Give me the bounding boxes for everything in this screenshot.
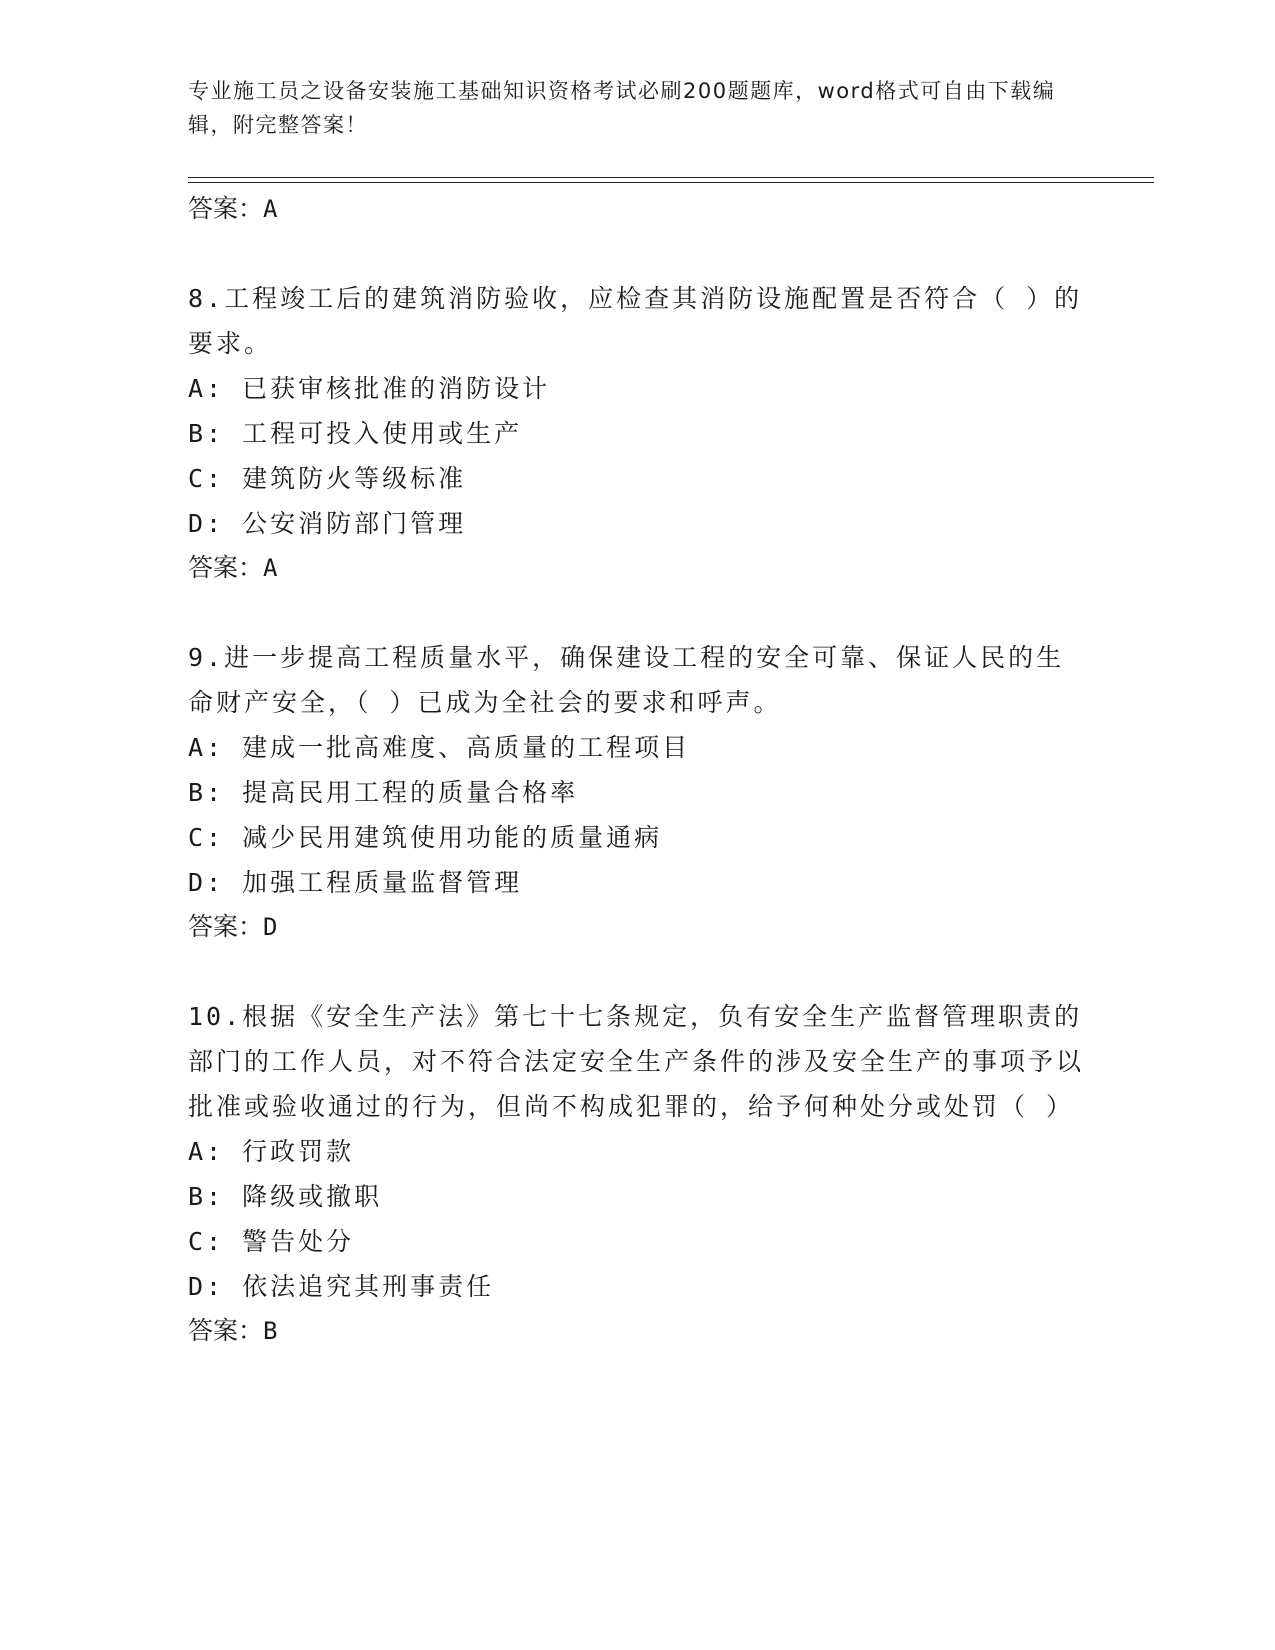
answer-value: A <box>263 554 278 582</box>
answer-line <box>188 1309 1088 1353</box>
answer-label: 答案： <box>188 194 264 223</box>
answer-value: B <box>263 1317 278 1345</box>
option-b: B: 降级或撤职 <box>188 1182 383 1211</box>
answer-line <box>188 187 1088 231</box>
header-divider <box>188 177 1154 183</box>
option-c: C: 警告处分 <box>188 1227 355 1256</box>
question-stem: 10.根据《安全生产法》第七十七条规定，负有安全生产监督管理职责的部门的工作人员，对不符合法定安全生产条件的涉及安全生产的事项予以批准或验收通过的行为，但尚不构成犯罪的，给予何种处分或处罚（ ） <box>188 1002 1085 1121</box>
answer-line <box>188 546 1088 590</box>
answer-label: 答案： <box>188 912 264 941</box>
option-d: D: 加强工程质量监督管理 <box>188 868 523 897</box>
question-stem: 8.工程竣工后的建筑消防验收，应检查其消防设施配置是否符合（ ）的要求。 <box>188 284 1083 358</box>
answer-line <box>188 905 1088 949</box>
option-c: C: 建筑防火等级标准 <box>188 464 467 493</box>
answer-value: D <box>263 913 278 941</box>
option-d: D: 公安消防部门管理 <box>188 509 467 538</box>
question-10 <box>188 994 1088 1353</box>
option-b: B: 工程可投入使用或生产 <box>188 419 523 448</box>
answer-label: 答案： <box>188 553 264 582</box>
option-a: A: 建成一批高难度、高质量的工程项目 <box>188 733 691 762</box>
option-a: A: 已获审核批准的消防设计 <box>188 374 551 403</box>
option-b: B: 提高民用工程的质量合格率 <box>188 778 579 807</box>
option-a: A: 行政罚款 <box>188 1137 355 1166</box>
option-d: D: 依法追究其刑事责任 <box>188 1272 495 1301</box>
question-8 <box>188 276 1088 590</box>
option-c: C: 减少民用建筑使用功能的质量通病 <box>188 823 663 852</box>
document-body <box>188 187 1088 1353</box>
answer-label: 答案： <box>188 1316 264 1345</box>
answer-value: A <box>263 195 278 223</box>
question-9 <box>188 635 1088 949</box>
page-header: 专业施工员之设备安装施工基础知识资格考试必刷200题题库，word格式可自由下载编辑，附完整答案！ <box>188 79 1056 137</box>
question-stem: 9.进一步提高工程质量水平，确保建设工程的安全可靠、保证人民的生命财产安全，（ ）已成为全社会的要求和呼声。 <box>188 643 1065 717</box>
